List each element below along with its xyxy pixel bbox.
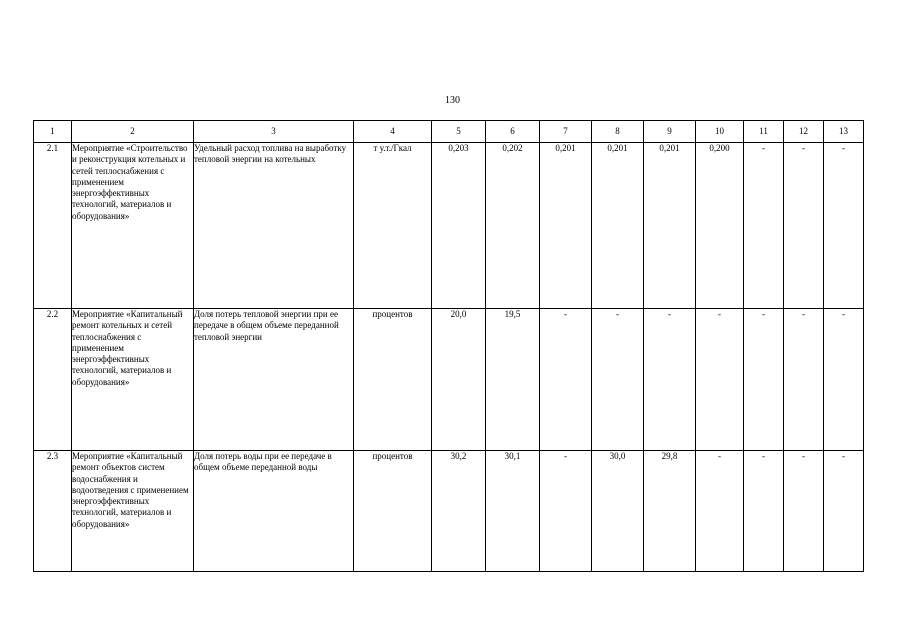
column-header: 1 xyxy=(34,121,72,143)
value-cell: - xyxy=(644,309,696,451)
column-header: 12 xyxy=(784,121,824,143)
value-cell: - xyxy=(784,451,824,572)
value-cell: 30,2 xyxy=(432,451,486,572)
value-cell: 30,0 xyxy=(592,451,644,572)
value-cell: - xyxy=(744,451,784,572)
value-cell: - xyxy=(592,309,644,451)
event-cell: Мероприятие «Строительство и реконструкция котельных и сетей теплоснабжения с применением энергоэффективных технологий, материалов и оборудования» xyxy=(72,143,194,309)
event-cell: Мероприятие «Капитальный ремонт котельных и сетей теплоснабжения с применением энергоэффективных технологий, материалов и оборудования» xyxy=(72,309,194,451)
value-cell: - xyxy=(744,143,784,309)
indicator-cell: Удельный расход топлива на выработку тепловой энергии на котельных xyxy=(194,143,354,309)
table-row xyxy=(34,451,864,572)
value-cell: 0,202 xyxy=(486,143,540,309)
row-number: 2.3 xyxy=(34,451,72,572)
value-cell: - xyxy=(824,143,864,309)
event-cell: Мероприятие «Капитальный ремонт объектов систем водоснабжения и водоотведения с применением энергоэффективных технологий, материалов и оборудования» xyxy=(72,451,194,572)
column-header: 10 xyxy=(696,121,744,143)
page-number: 130 xyxy=(445,95,460,106)
value-cell: 30,1 xyxy=(486,451,540,572)
column-header: 2 xyxy=(72,121,194,143)
column-header: 13 xyxy=(824,121,864,143)
indicator-cell: Доля потерь тепловой энергии при ее передаче в общем объеме переданной тепловой энергии xyxy=(194,309,354,451)
column-header: 5 xyxy=(432,121,486,143)
value-cell: 0,200 xyxy=(696,143,744,309)
indicator-cell: Доля потерь воды при ее передаче в общем объеме переданной воды xyxy=(194,451,354,572)
unit-cell: процентов xyxy=(354,309,432,451)
column-header: 9 xyxy=(644,121,696,143)
unit-cell: т у.т./Гкал xyxy=(354,143,432,309)
column-header: 8 xyxy=(592,121,644,143)
unit-cell: процентов xyxy=(354,451,432,572)
value-cell: - xyxy=(784,143,824,309)
table-row xyxy=(34,309,864,451)
value-cell: - xyxy=(540,309,592,451)
value-cell: 20,0 xyxy=(432,309,486,451)
column-header: 7 xyxy=(540,121,592,143)
column-header: 6 xyxy=(486,121,540,143)
value-cell: 0,201 xyxy=(540,143,592,309)
column-header: 11 xyxy=(744,121,784,143)
value-cell: 0,203 xyxy=(432,143,486,309)
value-cell: - xyxy=(824,309,864,451)
value-cell: - xyxy=(540,451,592,572)
value-cell: 0,201 xyxy=(592,143,644,309)
table-row xyxy=(34,143,864,309)
value-cell: - xyxy=(696,309,744,451)
value-cell: 19,5 xyxy=(486,309,540,451)
column-header: 3 xyxy=(194,121,354,143)
value-cell: - xyxy=(744,309,784,451)
column-header: 4 xyxy=(354,121,432,143)
value-cell: 0,201 xyxy=(644,143,696,309)
indicators-table xyxy=(33,120,864,572)
value-cell: - xyxy=(696,451,744,572)
row-number: 2.1 xyxy=(34,143,72,309)
value-cell: 29,8 xyxy=(644,451,696,572)
value-cell: - xyxy=(784,309,824,451)
row-number: 2.2 xyxy=(34,309,72,451)
table-header-row xyxy=(34,121,864,143)
value-cell: - xyxy=(824,451,864,572)
